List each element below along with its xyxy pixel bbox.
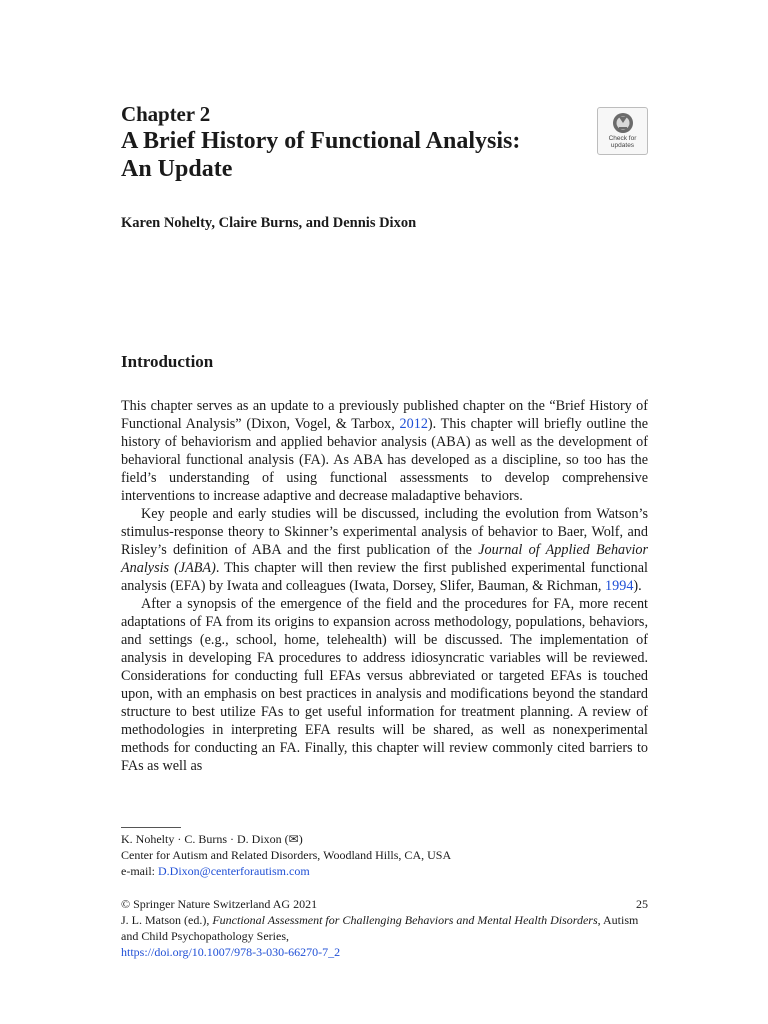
badge-label: [598, 135, 647, 149]
badge-label-line-2: updates: [610, 142, 635, 149]
paragraph-text: ). This chapter will briefly outline the history of behaviorism and applied behavior analysis (ABA) as well as the development of behavioral functional analysis (FA). As ABA has developed as a discipline, so too has the field’s understanding of using functional assessments to develop comprehensive interventions to increase adaptive and decrease maladaptive behaviors.: [121, 416, 649, 504]
footnote-close-paren: ): [298, 832, 303, 846]
footnote-affiliation: Center for Autism and Related Disorders, Woodland Hills, CA, USA: [121, 848, 452, 862]
email-link[interactable]: D.Dixon@centerforautism.com: [157, 864, 310, 878]
book-series: , Autism and Child Psychopathology Series,: [121, 913, 639, 943]
copyright-block: [121, 896, 648, 960]
chapter-title: [121, 127, 581, 183]
copyright-line: © Springer Nature Switzerland AG 2021: [121, 897, 318, 911]
paragraph-text: This chapter serves as an update to a previously published chapter on the “Brief History of Functional Analysis” (Dixon, Vogel, & Tarbox,: [121, 398, 648, 432]
check-for-updates-badge[interactable]: [597, 107, 648, 155]
section-heading: Introduction: [121, 352, 214, 371]
book-editor: J. L. Matson (ed.),: [121, 913, 213, 927]
footnote-email-line: [121, 863, 648, 879]
paragraph-text: Key people and early studies will be discussed, including the evolution from Watson’s stimulus-response theory to Skinner’s experimental analysis of behavior to Baer, Wolf, and Risley’s definition of ABA and the first publication of the: [121, 506, 648, 558]
journal-title: Journal of Applied Behavior Analysis (JABA): [121, 542, 649, 576]
footnote-divider: [121, 827, 181, 828]
paragraph-3: [121, 595, 648, 775]
chapter-title-line-1: A Brief History of Functional Analysis:: [121, 128, 521, 154]
paragraph-text: After a synopsis of the emergence of the field and the procedures for FA, more recent adaptations of FA from its origins to expansion across methodology, populations, behaviors, and settings (e.g., school, home, telehealth) will be discussed. The implementation of analysis in developing FA procedures to address idiosyncratic variables will be reviewed. Considerations for conducting full EFAs versus abbreviated or targeted EFAs is touched upon, with an emphasis on best practices in analysis and modifications beyond the standard structure to best utilize FAs to get useful information for treatment planning. A review of methodologies in interpreting EFA results will be shared, as well as nonexperimental methods for conducting an FA. Finally, this chapter will review commonly cited barriers to FAs as well as: [121, 596, 648, 774]
book-citation: [121, 912, 648, 944]
paragraph-2: [121, 505, 648, 595]
author-footnote: [121, 831, 648, 879]
paragraph-text: . This chapter will then review the first published experimental functional analysis (EFA) by Iwata and colleagues (Iwata, Dorsey, Slifer, Bauman, & Richman,: [121, 560, 648, 594]
paragraph-1: [121, 397, 648, 505]
citation-link[interactable]: 2012: [399, 416, 428, 432]
footnote-author-names: K. Nohelty · C. Burns · D. Dixon (: [121, 832, 289, 846]
doi-link[interactable]: https://doi.org/10.1007/978-3-030-66270-7_2: [121, 945, 341, 959]
book-title: Functional Assessment for Challenging Behaviors and Mental Health Disorders: [212, 913, 598, 927]
chapter-label: Chapter 2: [121, 102, 211, 126]
chapter-title-line-2: An Update: [121, 156, 233, 182]
author-list: Karen Nohelty, Claire Burns, and Dennis Dixon: [121, 215, 417, 231]
body-text: [121, 397, 648, 775]
check-for-updates-icon: [612, 112, 634, 134]
paragraph-text: ).: [633, 578, 642, 594]
footnote-authors: [121, 831, 648, 847]
badge-label-line-1: Check for: [608, 135, 637, 142]
citation-link[interactable]: 1994: [605, 578, 634, 594]
mail-icon: ✉: [288, 832, 299, 846]
page-number: 25: [636, 897, 648, 911]
email-label: e-mail:: [121, 864, 158, 878]
